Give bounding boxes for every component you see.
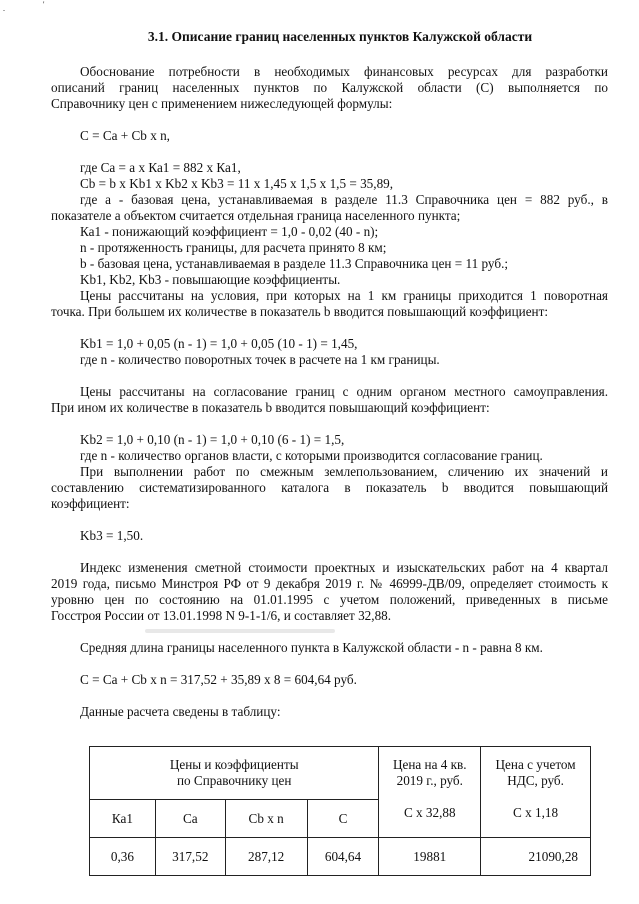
paragraph-line: Средняя длина границы населенного пункта в Калужской области - n - равна 8 км. (80, 640, 543, 655)
header-line: по Справочнику цен (176, 773, 292, 788)
paragraph-line: Справочнику цен с применением нижеследующей формулы: (51, 96, 393, 111)
header-line: Цены и коэффициенты (169, 757, 299, 772)
paragraph-line: уровню цен по состоянию на 01.01.1995 с учетом положений, приведенных в письме (51, 592, 608, 607)
header-line: С х 1,18 (513, 805, 559, 820)
subheader-cell: С (307, 800, 379, 838)
price-vat-header-cell (481, 747, 591, 838)
table-cell: 317,52 (155, 838, 225, 876)
scan-smudge (145, 629, 335, 633)
paragraph-line: Индекс изменения сметной стоимости проектных и изыскательских работ на 4 квартал (80, 560, 608, 575)
table-header-row (90, 747, 591, 800)
paragraph-line: Обоснование потребности в необходимых финансовых ресурсах для разработки (80, 64, 608, 79)
header-line: Цена с учетом (495, 757, 576, 772)
formula-note: где n - количество поворотных точек в расчете на 1 км границы. (80, 352, 440, 367)
subheader-cell: Ка1 (90, 800, 156, 838)
paragraph-line: 2019 года, письмо Минстроя РФ от 9 декабря 2019 г. № 46999-ДВ/09, определяет стоимость к (51, 576, 608, 591)
section-title: 3.1. Описание границ населенных пунктов Калужской области (147, 29, 533, 44)
table-row (90, 838, 591, 876)
definition-line: n - протяженность границы, для расчета принято 8 км; (80, 240, 387, 255)
paragraph-line: При ином их количестве в показатель b вводится повышающий коэффициент: (51, 400, 490, 415)
formula-final: С = Са + Cb х n = 317,52 + 35,89 х 8 = 604,64 руб. (80, 672, 357, 687)
formula-kb3: Kb3 = 1,50. (80, 528, 144, 543)
formula-note: где n - количество органов власти, с которыми производится согласование границ. (80, 448, 543, 463)
header-line: С х 32,88 (403, 805, 456, 820)
paragraph-line: Цены рассчитаны на согласование границ с одним органом местного самоуправления. (80, 384, 608, 399)
header-line: НДС, руб. (507, 773, 564, 788)
price-q4-header-cell (379, 747, 481, 838)
table-cell: 19881 (379, 838, 481, 876)
paragraph-line: точка. При большем их количестве в показатель b вводится повышающий коэффициент: (51, 304, 549, 319)
subheader-cell: Са (155, 800, 225, 838)
table-cell: 287,12 (225, 838, 307, 876)
paragraph-line: При выполнении работ по смежным землепользованием, сличению их значений и (80, 464, 608, 479)
definition-line: показателе а объектом считается отдельная граница населенного пункта; (51, 208, 461, 223)
paragraph-line: коэффициент: (51, 496, 130, 511)
group-header-cell (90, 747, 379, 800)
definition-line: где а - базовая цена, устанавливаемая в разделе 11.3 Справочника цен = 882 руб., в (80, 192, 608, 207)
definition-line: b - базовая цена, устанавливаемая в разделе 11.3 Справочника цен = 11 руб.; (80, 256, 509, 271)
paragraph-line: Госстроя России от 13.01.1998 N 9-1-1/6, и составляет 32,88. (51, 608, 392, 623)
table-cell: 0,36 (90, 838, 156, 876)
scan-mark: . (3, 4, 5, 13)
definition-line: Kb1, Kb2, Kb3 - повышающие коэффициенты. (80, 272, 341, 287)
definition-line: где Са = а х Ка1 = 882 х Ка1, (80, 160, 241, 175)
paragraph-line: описаний границ населенных пунктов по Калужской области (С) выполняется по (51, 80, 608, 95)
subheader-cell: Cb х n (225, 800, 307, 838)
formula-kb2: Kb2 = 1,0 + 0,10 (n - 1) = 1,0 + 0,10 (6 - 1) = 1,5, (80, 432, 345, 447)
header-line: Цена на 4 кв. (392, 757, 467, 772)
formula-main: С = Са + Cb х n, (80, 128, 170, 143)
paragraph-line: составлению систематизированного каталога в показатель b вводится повышающий (51, 480, 608, 495)
scan-mark: ' (43, 0, 45, 9)
calculation-table (89, 746, 591, 876)
table-cell: 604,64 (307, 838, 379, 876)
definition-line: Ка1 - понижающий коэффициент = 1,0 - 0,02 (40 - n); (80, 224, 379, 239)
table-cell: 21090,28 (481, 838, 591, 876)
table-intro: Данные расчета сведены в таблицу: (80, 704, 281, 719)
paragraph-line: Цены рассчитаны на условия, при которых на 1 км границы приходится 1 поворотная (80, 288, 608, 303)
formula-kb1: Kb1 = 1,0 + 0,05 (n - 1) = 1,0 + 0,05 (10 - 1) = 1,45, (80, 336, 358, 351)
header-line: 2019 г., руб. (396, 773, 463, 788)
definition-line: Cb = b х Kb1 х Kb2 х Kb3 = 11 х 1,45 х 1,5 х 1,5 = 35,89, (80, 176, 394, 191)
